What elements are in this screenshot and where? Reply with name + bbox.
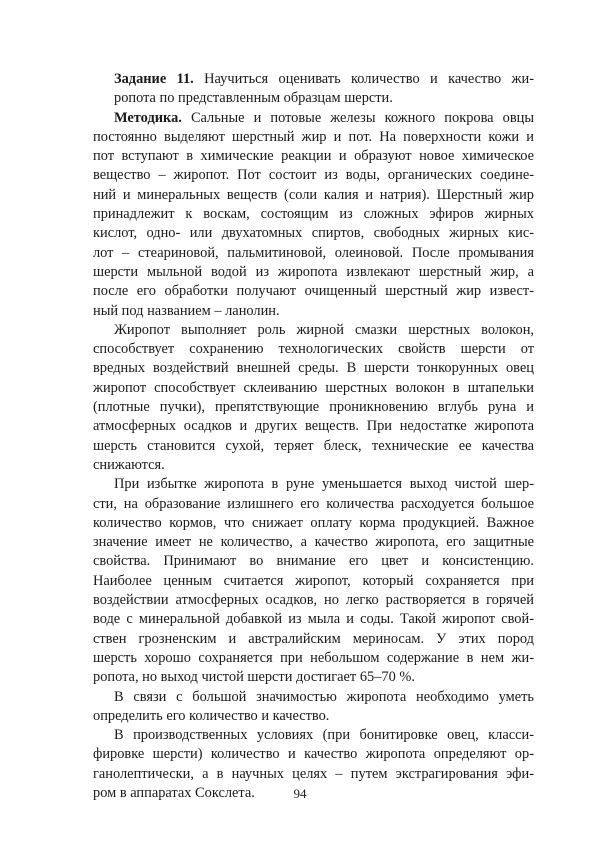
text-line: шерсть хорошо сохраняется при небольшом содержание в нем жи-: [93, 649, 534, 666]
text-line: постоянно выделяют шерстный жир и пот. На поверхности кожи и: [93, 128, 534, 145]
text-line: воде с минеральной добавкой из мыла и соды. Такой жиропот свой-: [93, 611, 534, 628]
text-line: значение имеет не количество, а качество жиропота, его защитные: [93, 534, 534, 551]
text-line: ропота, но выход чистой шерсти достигает 65–70 %.: [93, 669, 415, 686]
text-line: При избытке жиропота в руне уменьшается выход чистой шер-: [114, 476, 534, 493]
paragraph-task: [114, 70, 534, 109]
text-line: ствен грозненским и австралийским мериносам. У этих пород: [93, 630, 534, 647]
page-body: [93, 70, 534, 803]
text-line: ром в аппаратах Сокслета.: [93, 784, 255, 801]
text-line: кислот, одно- или двухатомных спиртов, свободных жирных кис-: [93, 225, 534, 242]
text-line: воздействии атмосферных осадков, но легко растворяется в горячей: [93, 592, 534, 609]
text-line: В производственных условиях (при бонитировке овец, класси-: [114, 727, 534, 744]
text-line: ганолептически, а в научных целях – путем экстрагирования эфи-: [93, 765, 534, 782]
text-line: принадлежит к воскам, состоящим из сложных эфиров жирных: [93, 206, 534, 223]
text-line: определить его количество и качество.: [93, 707, 330, 724]
text-line: вещество – жиропот. Пот состоит из воды, органических соедине-: [93, 167, 534, 184]
text-line: Методика. Сальные и потовые железы кожного покрова овцы: [114, 109, 534, 126]
text-line: ний и минеральных веществ (соли калия и натрия). Шерстный жир: [93, 186, 534, 203]
text-line: способствует сохранению технологических свойств шерсти от: [93, 341, 534, 358]
text-line: ный под названием – ланолин.: [93, 302, 280, 319]
text-line: шерсти мыльной водой из жиропота извлекают шерстный жир, а: [93, 263, 534, 280]
text-line: сти, на образование излишнего его количества расходуется большое: [93, 495, 534, 512]
text-line: Наиболее ценным считается жиропот, который сохраняется при: [93, 572, 534, 589]
task-heading: Задание 11.: [114, 71, 194, 87]
text-line: снижаются.: [93, 456, 165, 473]
paragraph-role: [93, 321, 534, 475]
text-line: ропота по представленным образцам шерсти.: [114, 90, 393, 107]
text-line: пот вступают в химические реакции и образуют новое химическое: [93, 148, 534, 165]
text-line: свойства. Принимают во внимание его цвет и консистенцию.: [93, 553, 534, 570]
text-line: атмосферных осадков и других веществ. При недостатке жиропота: [93, 418, 534, 435]
paragraph-excess: [93, 475, 534, 687]
text-line: шерсть становится сухой, теряет блеск, технические ее качества: [93, 437, 534, 454]
text-line: количество кормов, что снижает оплату корма продукцией. Важное: [93, 514, 534, 531]
text-line: жиропот способствует склеиванию шерстных волокон в штапельки: [93, 379, 534, 396]
text-line: Жиропот выполняет роль жирной смазки шерстных волокон,: [114, 321, 534, 338]
text-line: Задание 11. Научиться оценивать количество и качество жи-: [114, 71, 534, 87]
text-line: (плотные пучки), препятствующие проникновению вглубь руна и: [93, 399, 534, 416]
text-line: лот – стеариновой, пальмитиновой, олеиновой. После промывания: [93, 244, 534, 261]
text-line: В связи с большой значимостью жиропота необходимо уметь: [114, 688, 534, 705]
text-line: после его обработки получают очищенный шерстный жир извест-: [93, 283, 534, 300]
method-heading: Методика.: [114, 109, 182, 126]
paragraph-method: [93, 109, 534, 321]
paragraph-significance: [93, 688, 534, 727]
page-number: 94: [293, 786, 307, 801]
text-line: вредных воздействий внешней среды. В шерсти тонкорунных овец: [93, 360, 534, 377]
text-line: фировке шерсти) количество и качество жиропота определяют ор-: [93, 746, 534, 763]
